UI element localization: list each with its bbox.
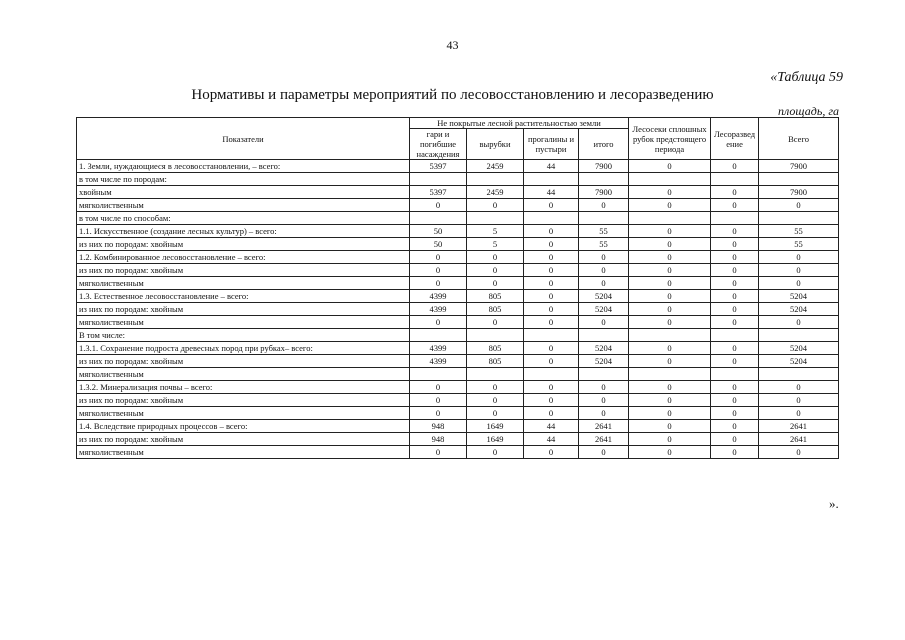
cell-total: 5204 <box>759 355 839 368</box>
cell-cuttings <box>467 368 524 381</box>
cell-cuttings: 0 <box>467 381 524 394</box>
cell-total: 7900 <box>759 186 839 199</box>
cell-subtotal: 0 <box>579 251 629 264</box>
cell-clearcut: 0 <box>629 264 711 277</box>
cell-clearcut: 0 <box>629 342 711 355</box>
row-label: 1.1. Искусственное (создание лесных культур) – всего: <box>77 225 410 238</box>
cell-burned: 0 <box>410 407 467 420</box>
cell-total <box>759 368 839 381</box>
cell-glades <box>524 329 579 342</box>
cell-cuttings: 2459 <box>467 160 524 173</box>
cell-burned: 948 <box>410 420 467 433</box>
cell-subtotal: 7900 <box>579 160 629 173</box>
cell-clearcut: 0 <box>629 238 711 251</box>
cell-afforestation <box>711 368 759 381</box>
cell-cuttings: 0 <box>467 316 524 329</box>
cell-clearcut: 0 <box>629 433 711 446</box>
cell-cuttings: 1649 <box>467 420 524 433</box>
cell-afforestation: 0 <box>711 433 759 446</box>
cell-afforestation: 0 <box>711 303 759 316</box>
cell-afforestation: 0 <box>711 394 759 407</box>
cell-subtotal: 0 <box>579 199 629 212</box>
cell-glades <box>524 173 579 186</box>
cell-total: 0 <box>759 264 839 277</box>
cell-clearcut: 0 <box>629 225 711 238</box>
cell-clearcut: 0 <box>629 277 711 290</box>
cell-subtotal: 5204 <box>579 342 629 355</box>
cell-glades: 0 <box>524 355 579 368</box>
cell-cuttings: 805 <box>467 290 524 303</box>
cell-cuttings: 0 <box>467 277 524 290</box>
table-row <box>77 212 839 225</box>
cell-subtotal: 0 <box>579 407 629 420</box>
row-label: из них по породам: хвойным <box>77 264 410 277</box>
cell-afforestation: 0 <box>711 186 759 199</box>
header-afforestation: Лесоразвед ение <box>711 118 759 160</box>
table-label: «Таблица 59 <box>770 70 843 85</box>
cell-burned: 0 <box>410 264 467 277</box>
row-label: 1.3.2. Минерализация почвы – всего: <box>77 381 410 394</box>
row-label: из них по породам: хвойным <box>77 303 410 316</box>
cell-cuttings: 1649 <box>467 433 524 446</box>
table-row <box>77 342 839 355</box>
cell-afforestation: 0 <box>711 355 759 368</box>
cell-total: 0 <box>759 394 839 407</box>
cell-glades: 0 <box>524 251 579 264</box>
cell-glades: 0 <box>524 290 579 303</box>
cell-total <box>759 212 839 225</box>
cell-burned: 50 <box>410 225 467 238</box>
table-row <box>77 407 839 420</box>
cell-afforestation: 0 <box>711 238 759 251</box>
row-label: 1.2. Комбинированное лесовосстановление – всего: <box>77 251 410 264</box>
cell-total: 55 <box>759 225 839 238</box>
table-row <box>77 303 839 316</box>
cell-burned: 4399 <box>410 342 467 355</box>
row-label: мягколиственным <box>77 368 410 381</box>
cell-cuttings: 0 <box>467 407 524 420</box>
cell-subtotal: 2641 <box>579 433 629 446</box>
cell-cuttings <box>467 173 524 186</box>
cell-burned: 0 <box>410 277 467 290</box>
cell-total <box>759 173 839 186</box>
cell-total: 0 <box>759 407 839 420</box>
cell-burned <box>410 173 467 186</box>
row-label: в том числе по породам: <box>77 173 410 186</box>
cell-afforestation: 0 <box>711 316 759 329</box>
table-row <box>77 433 839 446</box>
cell-clearcut: 0 <box>629 316 711 329</box>
cell-clearcut <box>629 173 711 186</box>
cell-subtotal <box>579 212 629 225</box>
table-header <box>77 118 839 160</box>
cell-burned: 50 <box>410 238 467 251</box>
cell-total: 55 <box>759 238 839 251</box>
row-label: мягколиственным <box>77 407 410 420</box>
row-label: из них по породам: хвойным <box>77 238 410 251</box>
row-label: мягколиственным <box>77 316 410 329</box>
table-row <box>77 394 839 407</box>
cell-afforestation: 0 <box>711 251 759 264</box>
cell-subtotal: 55 <box>579 225 629 238</box>
table-row <box>77 199 839 212</box>
cell-burned: 0 <box>410 251 467 264</box>
row-label: из них по породам: хвойным <box>77 394 410 407</box>
cell-clearcut: 0 <box>629 446 711 459</box>
cell-clearcut: 0 <box>629 251 711 264</box>
table-row <box>77 225 839 238</box>
header-glades: прогалины и пустыри <box>524 129 579 160</box>
cell-burned <box>410 329 467 342</box>
cell-subtotal: 2641 <box>579 420 629 433</box>
cell-cuttings: 805 <box>467 303 524 316</box>
header-indicator: Показатели <box>77 118 410 160</box>
cell-burned: 0 <box>410 394 467 407</box>
cell-cuttings: 0 <box>467 446 524 459</box>
cell-glades: 0 <box>524 303 579 316</box>
cell-glades: 0 <box>524 264 579 277</box>
cell-cuttings: 2459 <box>467 186 524 199</box>
cell-subtotal: 5204 <box>579 355 629 368</box>
cell-cuttings: 5 <box>467 238 524 251</box>
reforestation-table <box>76 117 839 459</box>
document-title: Нормативы и параметры мероприятий по лесовосстановлению и лесоразведению <box>191 87 714 103</box>
cell-clearcut: 0 <box>629 303 711 316</box>
cell-subtotal: 7900 <box>579 186 629 199</box>
cell-afforestation: 0 <box>711 160 759 173</box>
cell-afforestation: 0 <box>711 342 759 355</box>
table-row <box>77 355 839 368</box>
cell-afforestation: 0 <box>711 420 759 433</box>
cell-subtotal: 0 <box>579 394 629 407</box>
row-label: из них по породам: хвойным <box>77 355 410 368</box>
row-label: 1.3.1. Сохранение подроста древесных пород при рубках– всего: <box>77 342 410 355</box>
cell-total: 0 <box>759 251 839 264</box>
row-label: В том числе: <box>77 329 410 342</box>
cell-burned: 948 <box>410 433 467 446</box>
table-row <box>77 277 839 290</box>
cell-burned: 5397 <box>410 160 467 173</box>
cell-clearcut: 0 <box>629 407 711 420</box>
cell-afforestation: 0 <box>711 290 759 303</box>
table-row <box>77 160 839 173</box>
cell-cuttings <box>467 212 524 225</box>
cell-burned: 0 <box>410 381 467 394</box>
header-cuttings: вырубки <box>467 129 524 160</box>
cell-afforestation <box>711 329 759 342</box>
row-label: мягколиственным <box>77 277 410 290</box>
cell-afforestation: 0 <box>711 277 759 290</box>
cell-glades: 0 <box>524 394 579 407</box>
cell-total: 7900 <box>759 160 839 173</box>
cell-total: 0 <box>759 277 839 290</box>
closing-quote: ». <box>829 496 839 511</box>
cell-cuttings <box>467 329 524 342</box>
cell-cuttings: 0 <box>467 264 524 277</box>
cell-clearcut: 0 <box>629 394 711 407</box>
cell-total: 0 <box>759 381 839 394</box>
cell-burned <box>410 368 467 381</box>
row-label: в том числе по способам: <box>77 212 410 225</box>
cell-burned: 0 <box>410 446 467 459</box>
cell-subtotal: 0 <box>579 264 629 277</box>
cell-glades: 0 <box>524 446 579 459</box>
cell-afforestation: 0 <box>711 264 759 277</box>
cell-burned: 4399 <box>410 290 467 303</box>
header-burned: гари и погибшие насаждения <box>410 129 467 160</box>
cell-total: 5204 <box>759 290 839 303</box>
cell-total: 5204 <box>759 342 839 355</box>
cell-clearcut: 0 <box>629 160 711 173</box>
table-row <box>77 264 839 277</box>
cell-burned: 4399 <box>410 355 467 368</box>
cell-afforestation: 0 <box>711 199 759 212</box>
cell-clearcut <box>629 212 711 225</box>
cell-subtotal: 0 <box>579 381 629 394</box>
table-row <box>77 446 839 459</box>
cell-subtotal: 0 <box>579 316 629 329</box>
cell-glades: 0 <box>524 238 579 251</box>
cell-glades <box>524 368 579 381</box>
table-row <box>77 329 839 342</box>
cell-subtotal: 5204 <box>579 290 629 303</box>
row-label: из них по породам: хвойным <box>77 433 410 446</box>
cell-glades: 0 <box>524 381 579 394</box>
cell-glades: 0 <box>524 316 579 329</box>
table-body <box>77 160 839 459</box>
cell-clearcut: 0 <box>629 381 711 394</box>
cell-total: 0 <box>759 446 839 459</box>
cell-cuttings: 805 <box>467 355 524 368</box>
row-label: 1.3. Естественное лесовосстановление – всего: <box>77 290 410 303</box>
header-subtotal: итого <box>579 129 629 160</box>
cell-total: 2641 <box>759 433 839 446</box>
cell-glades: 0 <box>524 199 579 212</box>
cell-glades: 0 <box>524 277 579 290</box>
table-row <box>77 186 839 199</box>
cell-total: 5204 <box>759 303 839 316</box>
cell-glades: 0 <box>524 407 579 420</box>
cell-glades: 44 <box>524 186 579 199</box>
cell-glades: 44 <box>524 160 579 173</box>
page-number: 43 <box>446 38 459 52</box>
table-row <box>77 238 839 251</box>
cell-clearcut: 0 <box>629 290 711 303</box>
cell-subtotal: 0 <box>579 277 629 290</box>
cell-afforestation: 0 <box>711 225 759 238</box>
cell-afforestation <box>711 173 759 186</box>
row-label: 1.4. Вследствие природных процессов – всего: <box>77 420 410 433</box>
cell-afforestation <box>711 212 759 225</box>
cell-subtotal: 55 <box>579 238 629 251</box>
cell-cuttings: 0 <box>467 394 524 407</box>
cell-cuttings: 5 <box>467 225 524 238</box>
cell-subtotal <box>579 173 629 186</box>
cell-glades: 44 <box>524 433 579 446</box>
cell-clearcut: 0 <box>629 199 711 212</box>
table-row <box>77 316 839 329</box>
header-clearcut-areas: Лесосеки сплошных рубок предстоящего периода <box>629 118 711 160</box>
cell-burned: 5397 <box>410 186 467 199</box>
cell-clearcut: 0 <box>629 420 711 433</box>
row-label: хвойным <box>77 186 410 199</box>
row-label: 1. Земли, нуждающиеся в лесовосстановлении, – всего: <box>77 160 410 173</box>
cell-total: 0 <box>759 316 839 329</box>
cell-subtotal: 0 <box>579 446 629 459</box>
cell-total: 0 <box>759 199 839 212</box>
cell-burned: 4399 <box>410 303 467 316</box>
table-row <box>77 381 839 394</box>
table-row <box>77 290 839 303</box>
cell-glades: 44 <box>524 420 579 433</box>
cell-glades: 0 <box>524 342 579 355</box>
cell-glades <box>524 212 579 225</box>
cell-cuttings: 0 <box>467 199 524 212</box>
table-row <box>77 173 839 186</box>
cell-total <box>759 329 839 342</box>
cell-subtotal <box>579 329 629 342</box>
table-row <box>77 368 839 381</box>
header-non-forested-group: Не покрытые лесной растительностью земли <box>410 118 629 129</box>
row-label: мягколиственным <box>77 199 410 212</box>
cell-burned <box>410 212 467 225</box>
cell-clearcut: 0 <box>629 186 711 199</box>
cell-subtotal <box>579 368 629 381</box>
cell-afforestation: 0 <box>711 407 759 420</box>
cell-burned: 0 <box>410 199 467 212</box>
cell-afforestation: 0 <box>711 381 759 394</box>
cell-afforestation: 0 <box>711 446 759 459</box>
cell-burned: 0 <box>410 316 467 329</box>
cell-cuttings: 805 <box>467 342 524 355</box>
cell-clearcut: 0 <box>629 355 711 368</box>
row-label: мягколиственным <box>77 446 410 459</box>
cell-clearcut <box>629 329 711 342</box>
cell-total: 2641 <box>759 420 839 433</box>
unit-label: площадь, га <box>778 104 839 118</box>
table-row <box>77 251 839 264</box>
cell-clearcut <box>629 368 711 381</box>
header-total: Всего <box>759 118 839 160</box>
cell-cuttings: 0 <box>467 251 524 264</box>
cell-subtotal: 5204 <box>579 303 629 316</box>
table-row <box>77 420 839 433</box>
cell-glades: 0 <box>524 225 579 238</box>
